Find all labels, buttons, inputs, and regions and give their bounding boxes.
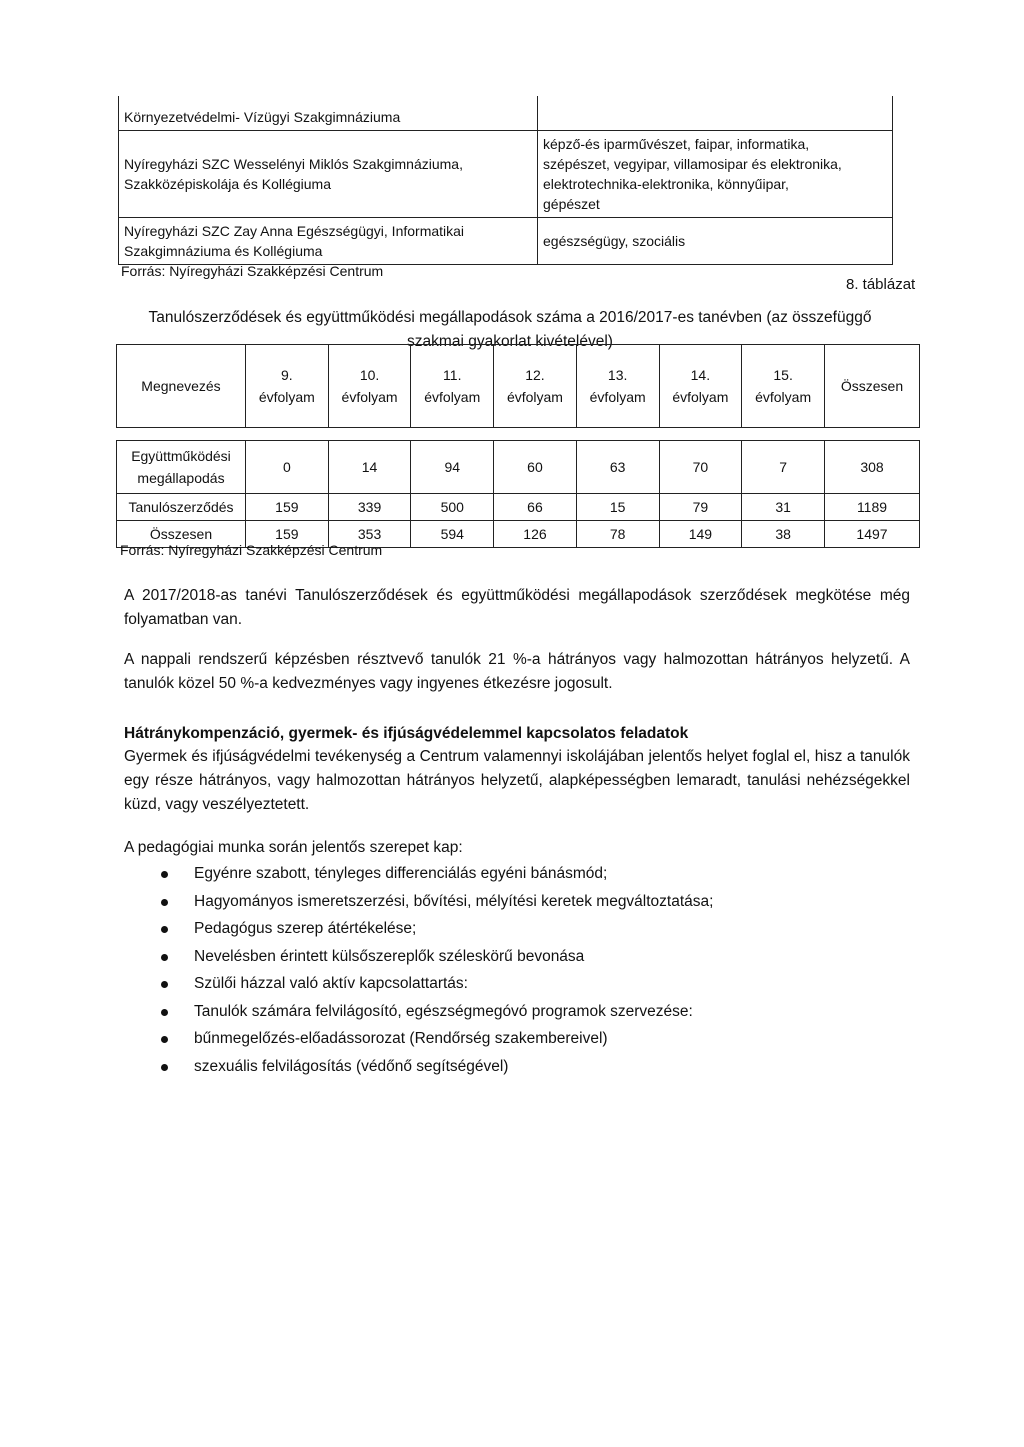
specialization-cell [538,131,893,218]
grade-unit: évfolyam [258,389,315,405]
paragraph: A 2017/2018-as tanévi Tanulószerződések és együttműködési megállapodások szerződések megkötése még folyamatban van. [124,587,910,628]
row-label: Összesen [149,526,213,542]
source-note: Forrás: Nyíregyházi Szakképzési Centrum [121,263,384,279]
value-cell: 126 [494,521,577,548]
bullet-icon [161,899,168,906]
bullet-icon [161,871,168,878]
table-row [117,494,920,521]
header-cell-total: Összesen [825,345,920,428]
school-name-cell [119,131,538,218]
specialization-cell [538,96,893,131]
grade-number: 12. [525,367,545,383]
grade-unit: évfolyam [672,389,729,405]
total-cell: 308 [825,441,920,494]
school-name-cell [119,96,538,131]
row-label-cell [117,441,246,494]
bullet-icon [161,981,168,988]
total-cell: 1189 [825,494,920,521]
paragraph: Gyermek és ifjúságvédelmi tevékenység a Centrum valamennyi iskolájában jelentős helyet foglal el, hisz a tanulók egy része hátrányos, vagy halmozottan hátrányos helyzetű, alapképességben lemaradt, tanulási nehézségekkel küzd, vagy veszélyeztetett. [124,748,910,813]
specialization-cell [538,218,893,265]
row-label: Tanulószerződés [128,499,234,515]
list-item [150,915,890,943]
value-cell: 66 [494,494,577,521]
list-item-text: Hagyományos ismeretszerzési, bővítési, mélyítési keretek megváltoztatása; [194,892,714,910]
bullet-list [150,860,890,1080]
header-cell-grade [246,345,329,428]
value-cell: 94 [411,441,494,494]
list-item [150,860,890,888]
paragraph: A nappali rendszerű képzésben résztvevő tanulók 21 %-a hátrányos vagy halmozottan hátrányos helyzetű. A tanulók közel 50 %-a kedvezményes vagy ingyenes étkezésre jogosult. [124,651,910,692]
value-cell: 38 [742,521,825,548]
cell-text: Szakközépiskolája és Kollégiuma [124,176,331,192]
table-spacer [117,428,920,441]
header-cell-grade [328,345,411,428]
table-row [119,218,893,265]
grade-unit: évfolyam [341,389,398,405]
bullet-icon [161,926,168,933]
grade-unit: évfolyam [755,389,812,405]
value-cell: 70 [659,441,742,494]
header-cell-grade [659,345,742,428]
list-item [150,888,890,916]
list-item-text: Pedagógus szerep átértékelése; [194,920,417,937]
table-row [119,131,893,218]
total-cell: 1497 [825,521,920,548]
table-number: 8. táblázat [846,276,916,293]
value-cell: 159 [246,494,329,521]
header-cell-grade [742,345,825,428]
value-cell: 60 [494,441,577,494]
table-row [119,96,893,131]
grade-number: 14. [690,367,711,383]
grade-number: 9. [281,367,293,383]
grade-unit: évfolyam [506,389,563,405]
row-label-cell [117,494,246,521]
cell-text: egészségügy, szociális [543,233,686,249]
list-item-text: bűnmegelőzés-előadássorozat (Rendőrség szakembereivel) [194,1030,608,1047]
header-cell-grade [411,345,494,428]
row-label: Együttműködési [131,448,231,464]
list-item-text: szexuális felvilágosítás (védőnő segítségével) [194,1057,509,1075]
list-item-text: Nevelésben érintett külsőszereplők széleskörű bevonása [194,947,585,965]
cell-text: Nyíregyházi SZC Zay Anna Egészségügyi, Informatikai [124,223,465,239]
value-cell: 500 [411,494,494,521]
contracts-table [116,344,920,548]
header-cell-grade [494,345,577,428]
list-intro: A pedagógiai munka során jelentős szerepet kap: [124,839,463,856]
header-cell-name: Megnevezés [117,345,246,428]
list-item [150,970,890,998]
section-heading: Hátránykompenzáció, gyermek- és ifjúságvédelemmel kapcsolatos feladatok [124,725,689,742]
grade-number: 13. [607,367,628,383]
value-cell: 79 [659,494,742,521]
value-cell: 594 [411,521,494,548]
value-cell: 78 [576,521,659,548]
grade-number: 15. [773,367,793,383]
value-cell: 14 [328,441,411,494]
table-header-row [117,345,920,428]
bullet-icon [161,954,168,961]
list-item-text: Szülői házzal való aktív kapcsolattartás: [194,975,468,992]
list-item-text: Egyénre szabott, tényleges differenciálás egyéni bánásmód; [194,865,608,882]
value-cell: 149 [659,521,742,548]
row-label: megállapodás [137,470,225,486]
grade-unit: évfolyam [424,389,481,405]
cell-text: Szakgimnáziuma és Kollégiuma [124,243,323,259]
value-cell: 339 [328,494,411,521]
table-caption: Tanulószerződések és együttműködési megállapodások száma a 2016/2017-es tanévben (az összefüggő szakmai gyakorlat kivételével) [148,309,872,350]
value-cell: 0 [246,441,329,494]
bullet-icon [161,1009,168,1016]
bullet-icon [161,1036,168,1043]
value-cell: 159 [246,521,329,548]
header-cell-grade [576,345,659,428]
spacer-cell [117,428,920,441]
grade-number: 10. [359,367,380,383]
value-cell: 7 [742,441,825,494]
grade-number: 11. [443,367,462,383]
school-specialization-table [118,96,893,265]
value-cell: 31 [742,494,825,521]
source-note: Forrás: Nyíregyházi Szakképzési Centrum [120,542,383,558]
list-item [150,1025,890,1053]
list-item-text: Tanulók számára felvilágosító, egészségmegóvó programok szervezése: [194,1002,693,1020]
grade-unit: évfolyam [589,389,646,405]
list-item [150,998,890,1026]
value-cell: 353 [328,521,411,548]
table-row [117,441,920,494]
cell-text: szépészet, vegyipar, villamosipar és elektronika, [543,156,842,172]
bullet-icon [161,1064,168,1071]
school-name-cell [119,218,538,265]
cell-text: gépészet [543,196,600,212]
list-item [150,943,890,971]
value-cell: 15 [576,494,659,521]
cell-text: Környezetvédelmi- Vízügyi Szakgimnáziuma [124,109,401,125]
cell-text: Nyíregyházi SZC Wesselényi Miklós Szakgimnáziuma, [124,156,463,172]
cell-text: elektrotechnika-elektronika, könnyűipar, [543,176,789,192]
list-item [150,1053,890,1081]
value-cell: 63 [576,441,659,494]
cell-text: képző-és iparművészet, faipar, informatika, [543,136,810,152]
